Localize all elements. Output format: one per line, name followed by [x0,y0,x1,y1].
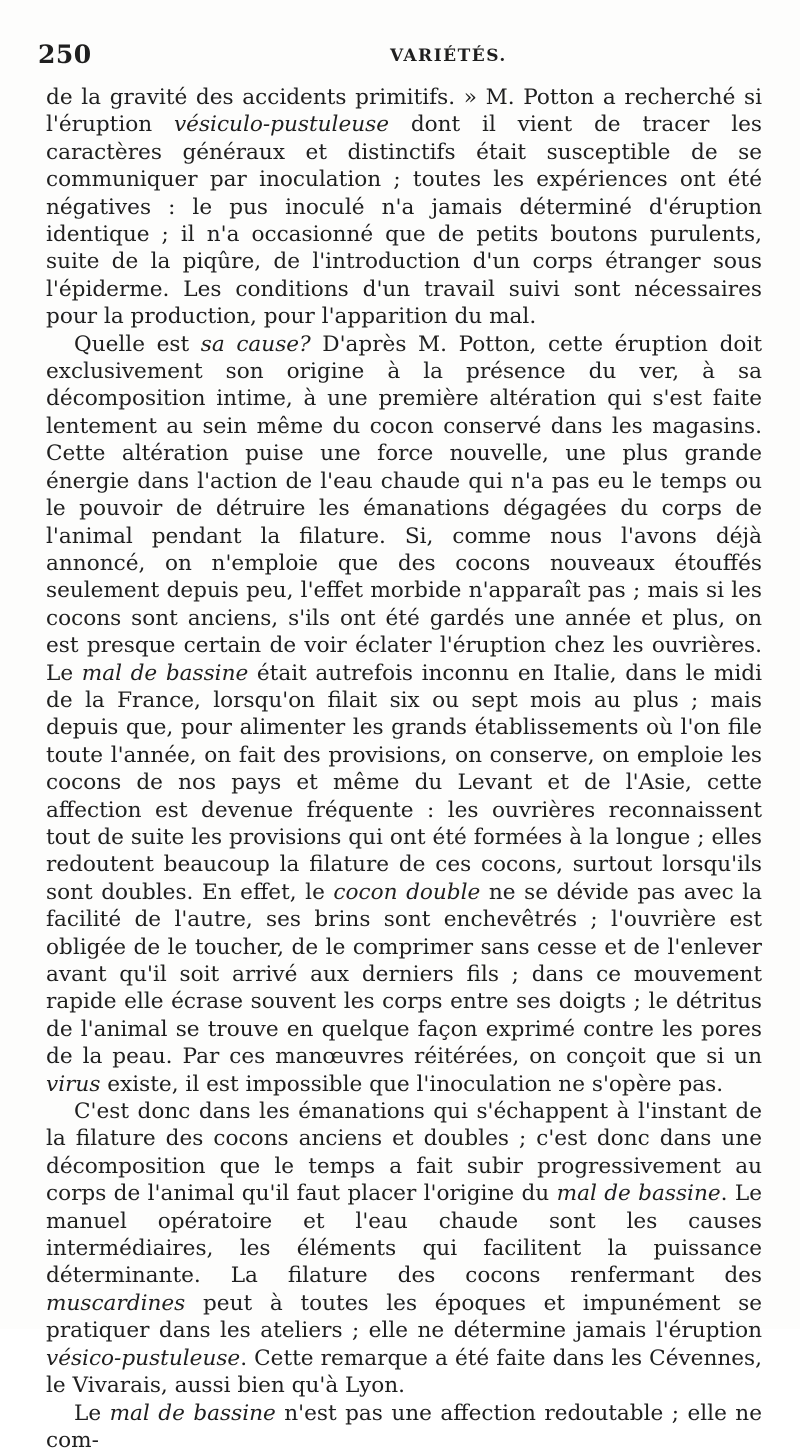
text-run: peut à toutes les époques et impunément se pratiquer dans les ateliers ; elle ne détermine jamais l'éruption [46,1291,762,1343]
paragraph-3 [46,1098,762,1399]
text-run: Le [74,1401,110,1426]
italic-phrase: vésiculo-pustuleuse [174,112,389,137]
running-head: VARIÉTÉS. [390,46,507,66]
page-header [38,40,760,76]
body-text [46,84,762,1454]
paragraph-4 [46,1400,762,1454]
text-run: était autrefois inconnu en Italie, dans le midi de la France, lorsqu'on filait six ou sept mois au plus ; mais depuis que, pour alimenter les grands établissements où l'on file toute l'année, on fait des provisions, on conserve, on emploie les cocons de nos pays et même du Levant et de l'Asie, cette affection est devenue fréquente : les ouvrières reconnaissent tout de suite les provisions qui ont été formées à la longue ; elles redoutent beaucoup la filature de ces cocons, surtout lorsqu'ils sont doubles. En effet, le [46,661,762,905]
italic-phrase: cocon double [333,880,480,905]
italic-phrase: mal de bassine [557,1181,721,1206]
italic-phrase: vésico-pustuleuse [46,1346,240,1371]
text-run: existe, il est impossible que l'inoculation ne s'opère pas. [100,1072,723,1097]
page-number: 250 [38,40,92,69]
text-run: D'après M. Potton, cette éruption doit exclusivement son origine à la présence du ver, à sa décomposition intime, à une première altération qui s'est faite lentement au sein même du cocon conservé dans les magasins. Cette altération puise une force nouvelle, une plus grande énergie dans l'action de l'eau chaude qui n'a pas eu le temps ou le pouvoir de détruire les émanations dégagées du corps de l'animal pendant la filature. Si, comme nous l'avons déjà annoncé, on n'emploie que des cocons nouveaux étouffés seulement depuis peu, l'effet morbide n'apparaît pas ; mais si les cocons sont anciens, s'ils ont été gardés une année et plus, on est presque certain de voir éclater l'éruption chez les ouvrières. Le [46,332,762,686]
text-run: n'est pas une affection redoutable ; elle ne com- [46,1401,762,1453]
paragraph-2 [46,331,762,1098]
italic-phrase: mal de bassine [110,1401,276,1426]
text-run: . Cette remarque a été faite dans les Cévennes, le Vivarais, aussi bien qu'à Lyon. [46,1346,762,1398]
italic-phrase: sa cause? [201,332,311,357]
italic-phrase: mal de bassine [82,661,249,686]
text-run: dont il vient de tracer les caractères généraux et distinctifs était susceptible de se communiquer par inoculation ; toutes les expériences ont été négatives : le pus inoculé n'a jamais déterminé d'éruption identique ; il n'a occasionné que de petits boutons purulents, suite de la piqûre, de l'introduction d'un corps étranger sous l'épiderme. Les conditions d'un travail suivi sont nécessaires pour la production, pour l'apparition du mal. [46,112,762,329]
paragraph-1 [46,84,762,331]
italic-phrase: virus [46,1072,100,1097]
text-run: C'est donc dans les émanations qui s'échappent à l'instant de la filature des cocons anciens et doubles ; c'est donc dans une décomposition que le temps a fait subir progressivement au corps de l'animal qu'il faut placer l'origine du [46,1099,762,1206]
italic-phrase: muscardines [46,1291,185,1316]
text-run: Quelle est [74,332,201,357]
text-run: . Le manuel opératoire et l'eau chaude sont les causes intermédiaires, les éléments qui facilitent la puissance déterminante. La filature des cocons renfermant des [46,1181,762,1288]
text-run: ne se dévide pas avec la facilité de l'autre, ses brins sont enchevêtrés ; l'ouvrière est obligée de le toucher, de le comprimer sans cesse et de l'enlever avant qu'il soit arrivé aux derniers fils ; dans ce mouvement rapide elle écrase souvent les corps entre ses doigts ; le détritus de l'animal se trouve en quelque façon exprimé contre les pores de la peau. Par ces manœuvres réitérées, on conçoit que si un [46,880,762,1069]
text-run: de la gravité des accidents primitifs. » M. Potton a recherché si l'éruption [46,85,762,137]
